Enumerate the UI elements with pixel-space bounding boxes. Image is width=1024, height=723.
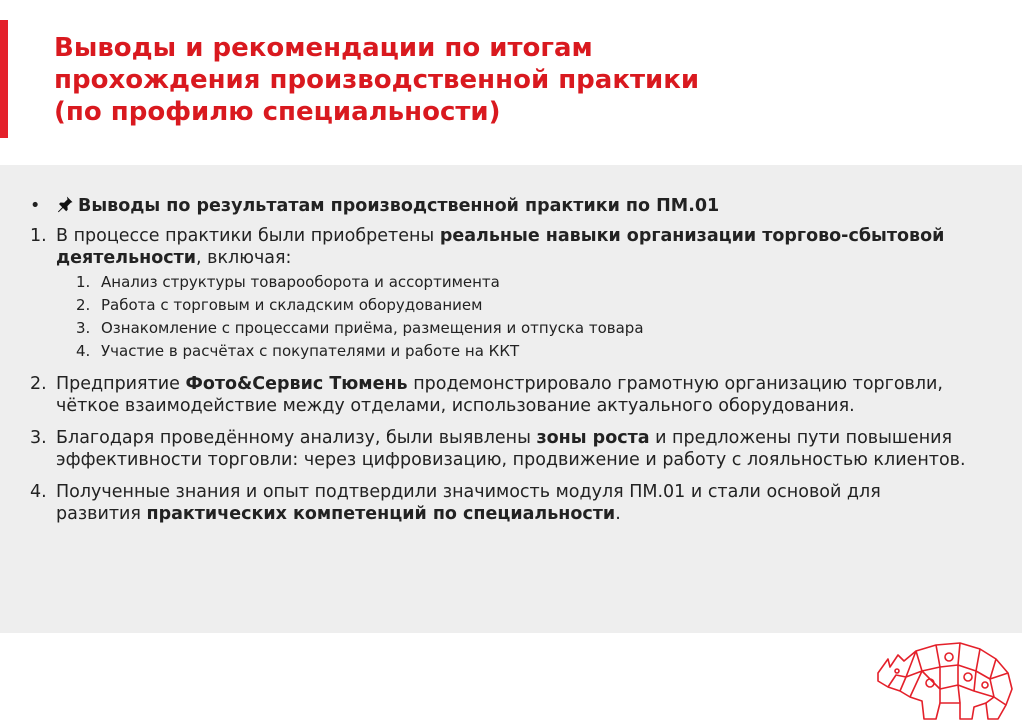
item-text-end: и предложены пути повышения эффективности торговли: через цифровизацию, продвижение и работу с лояльностью клиентов. xyxy=(56,428,966,470)
item-text: В процессе практики были приобретены xyxy=(56,226,440,246)
content-body xyxy=(30,195,970,535)
item-number: 2. xyxy=(30,374,47,394)
item-bold: реальные навыки организации торгово-сбытовой деятельности xyxy=(56,226,945,268)
sub-text: Ознакомление с процессами приёма, размещения и отпуска товара xyxy=(101,319,644,337)
item-text: Предприятие xyxy=(56,374,186,394)
sub-text: Работа с торговым и складским оборудованием xyxy=(101,296,483,314)
sublist-item xyxy=(76,340,970,363)
accent-bar xyxy=(0,20,8,138)
sub-number: 4. xyxy=(76,342,91,360)
item-text: Полученные знания и опыт подтвердили значимость модуля ПМ.01 и стали основой для развития xyxy=(56,482,881,524)
sub-number: 1. xyxy=(76,273,91,291)
list-item-3 xyxy=(30,427,970,471)
sublist-item xyxy=(76,317,970,340)
sublist-item xyxy=(76,271,970,294)
sublist xyxy=(56,271,970,363)
list-item-4 xyxy=(30,481,970,525)
title-line-3: (по профилю специальности) xyxy=(54,97,501,127)
sub-number: 2. xyxy=(76,296,91,314)
section-heading-row xyxy=(30,195,970,217)
sub-text: Анализ структуры товарооборота и ассортимента xyxy=(101,273,500,291)
sub-number: 3. xyxy=(76,319,91,337)
sublist-item xyxy=(76,294,970,317)
section-heading: Выводы по результатам производственной практики по ПМ.01 xyxy=(78,196,720,216)
sub-text: Участие в расчётах с покупателями и работе на ККТ xyxy=(101,342,520,360)
item-number: 4. xyxy=(30,482,47,502)
list-item-1 xyxy=(30,225,970,363)
item-text-end: продемонстрировало грамотную организацию торговли, чёткое взаимодействие между отделами, использование актуального оборудования. xyxy=(56,374,943,416)
pushpin-icon xyxy=(56,195,74,213)
item-bold: зоны роста xyxy=(536,428,650,448)
bullet-dot: • xyxy=(30,196,41,216)
title-line-2: прохождения производственной практики xyxy=(54,65,700,95)
item-number: 3. xyxy=(30,428,47,448)
item-text: Благодаря проведённому анализу, были выявлены xyxy=(56,428,537,448)
item-bold: практических компетенций по специальности xyxy=(146,504,616,524)
item-text-end: , включая: xyxy=(196,248,292,268)
item-text-end: . xyxy=(615,504,621,524)
title-line-1: Выводы и рекомендации по итогам xyxy=(54,33,593,63)
list-item-2 xyxy=(30,373,970,417)
rhino-logo-icon xyxy=(870,621,1020,721)
item-number: 1. xyxy=(30,226,47,246)
slide-title xyxy=(54,32,954,128)
item-bold: Фото&Сервис Тюмень xyxy=(185,374,408,394)
